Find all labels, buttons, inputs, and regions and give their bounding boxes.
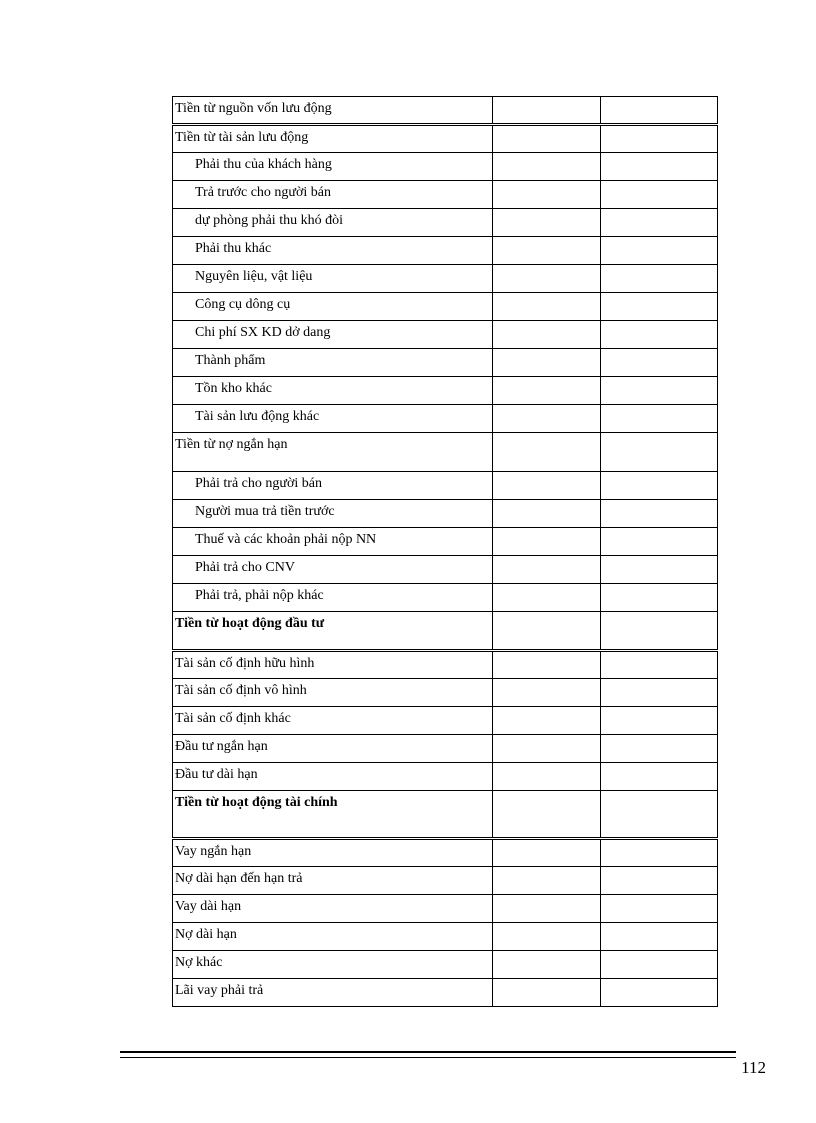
value-cell-2 [601, 265, 718, 293]
value-cell-2 [601, 405, 718, 433]
cashflow-table [172, 96, 718, 1007]
row-label: Thuế và các khoản phải nộp NN [173, 528, 493, 556]
value-cell-1 [493, 97, 601, 125]
table-row [173, 923, 718, 951]
value-cell-1 [493, 153, 601, 181]
table-row [173, 951, 718, 979]
table-row [173, 867, 718, 895]
table-row [173, 97, 718, 125]
value-cell-1 [493, 556, 601, 584]
table-row [173, 679, 718, 707]
value-cell-2 [601, 97, 718, 125]
value-cell-1 [493, 584, 601, 612]
value-cell-1 [493, 923, 601, 951]
value-cell-2 [601, 209, 718, 237]
value-cell-2 [601, 377, 718, 405]
value-cell-2 [601, 839, 718, 867]
value-cell-2 [601, 349, 718, 377]
table-row [173, 265, 718, 293]
value-cell-1 [493, 472, 601, 500]
table-row [173, 895, 718, 923]
value-cell-1 [493, 791, 601, 839]
value-cell-1 [493, 433, 601, 472]
table-row [173, 839, 718, 867]
table-row [173, 528, 718, 556]
section-header-label: Tiền từ hoạt động tài chính [173, 791, 493, 839]
page-number: 112 [741, 1058, 766, 1077]
row-label: Chi phí SX KD dở dang [173, 321, 493, 349]
row-label: Nợ khác [173, 951, 493, 979]
table-row [173, 556, 718, 584]
table-row [173, 763, 718, 791]
section-header-label: Tiền từ hoạt động đầu tư [173, 612, 493, 651]
value-cell-1 [493, 679, 601, 707]
value-cell-1 [493, 763, 601, 791]
row-label: Tiền từ tài sản lưu động [173, 125, 493, 153]
value-cell-1 [493, 237, 601, 265]
row-label: dự phòng phải thu khó đòi [173, 209, 493, 237]
value-cell-1 [493, 377, 601, 405]
value-cell-1 [493, 181, 601, 209]
value-cell-2 [601, 556, 718, 584]
value-cell-1 [493, 895, 601, 923]
value-cell-2 [601, 584, 718, 612]
row-label: Vay ngắn hạn [173, 839, 493, 867]
row-label: Tiền từ nợ ngắn hạn [173, 433, 493, 472]
table-row [173, 125, 718, 153]
row-label: Nợ dài hạn đến hạn trả [173, 867, 493, 895]
value-cell-2 [601, 735, 718, 763]
table-row [173, 153, 718, 181]
value-cell-1 [493, 321, 601, 349]
value-cell-1 [493, 651, 601, 679]
value-cell-1 [493, 979, 601, 1007]
row-label: Tài sản lưu động khác [173, 405, 493, 433]
table-row [173, 707, 718, 735]
row-label: Trả trước cho người bán [173, 181, 493, 209]
row-label: Tài sản cố định vô hình [173, 679, 493, 707]
table-row [173, 500, 718, 528]
table-row [173, 735, 718, 763]
table-row [173, 377, 718, 405]
row-label: Tiền từ nguồn vốn lưu động [173, 97, 493, 125]
value-cell-2 [601, 125, 718, 153]
row-label: Công cụ dông cụ [173, 293, 493, 321]
row-label: Nợ dài hạn [173, 923, 493, 951]
value-cell-2 [601, 237, 718, 265]
table-row [173, 349, 718, 377]
row-label: Tồn kho khác [173, 377, 493, 405]
footer-rule [120, 1051, 736, 1058]
value-cell-1 [493, 867, 601, 895]
row-label: Phải thu của khách hàng [173, 153, 493, 181]
value-cell-1 [493, 209, 601, 237]
value-cell-2 [601, 433, 718, 472]
table-row [173, 321, 718, 349]
value-cell-2 [601, 979, 718, 1007]
value-cell-2 [601, 679, 718, 707]
row-label: Người mua trả tiền trước [173, 500, 493, 528]
value-cell-2 [601, 651, 718, 679]
table-row [173, 181, 718, 209]
value-cell-1 [493, 293, 601, 321]
value-cell-2 [601, 153, 718, 181]
row-label: Phải trả, phải nộp khác [173, 584, 493, 612]
value-cell-2 [601, 895, 718, 923]
table-row [173, 237, 718, 265]
value-cell-1 [493, 405, 601, 433]
value-cell-1 [493, 349, 601, 377]
value-cell-2 [601, 500, 718, 528]
value-cell-1 [493, 528, 601, 556]
value-cell-1 [493, 707, 601, 735]
section-header-row [173, 612, 718, 651]
value-cell-2 [601, 707, 718, 735]
row-label: Phải trả cho người bán [173, 472, 493, 500]
table-row [173, 584, 718, 612]
table-row [173, 472, 718, 500]
value-cell-1 [493, 500, 601, 528]
value-cell-2 [601, 951, 718, 979]
row-label: Thành phẩm [173, 349, 493, 377]
row-label: Phải thu khác [173, 237, 493, 265]
value-cell-1 [493, 125, 601, 153]
value-cell-2 [601, 181, 718, 209]
value-cell-2 [601, 763, 718, 791]
row-label: Vay dài hạn [173, 895, 493, 923]
row-label: Tài sản cố định hữu hình [173, 651, 493, 679]
table-row [173, 979, 718, 1007]
row-label: Lãi vay phải trả [173, 979, 493, 1007]
row-label: Nguyên liệu, vật liệu [173, 265, 493, 293]
row-label: Đầu tư dài hạn [173, 763, 493, 791]
table-row [173, 405, 718, 433]
value-cell-2 [601, 791, 718, 839]
row-label: Đầu tư ngắn hạn [173, 735, 493, 763]
value-cell-2 [601, 472, 718, 500]
value-cell-1 [493, 839, 601, 867]
value-cell-1 [493, 265, 601, 293]
value-cell-1 [493, 612, 601, 651]
value-cell-1 [493, 735, 601, 763]
row-label: Tài sản cố định khác [173, 707, 493, 735]
table-row [173, 293, 718, 321]
value-cell-2 [601, 612, 718, 651]
row-label: Phải trả cho CNV [173, 556, 493, 584]
value-cell-2 [601, 867, 718, 895]
table-row [173, 651, 718, 679]
value-cell-2 [601, 293, 718, 321]
table-row [173, 209, 718, 237]
value-cell-2 [601, 923, 718, 951]
section-header-row [173, 791, 718, 839]
table-row [173, 433, 718, 472]
value-cell-2 [601, 321, 718, 349]
value-cell-2 [601, 528, 718, 556]
value-cell-1 [493, 951, 601, 979]
